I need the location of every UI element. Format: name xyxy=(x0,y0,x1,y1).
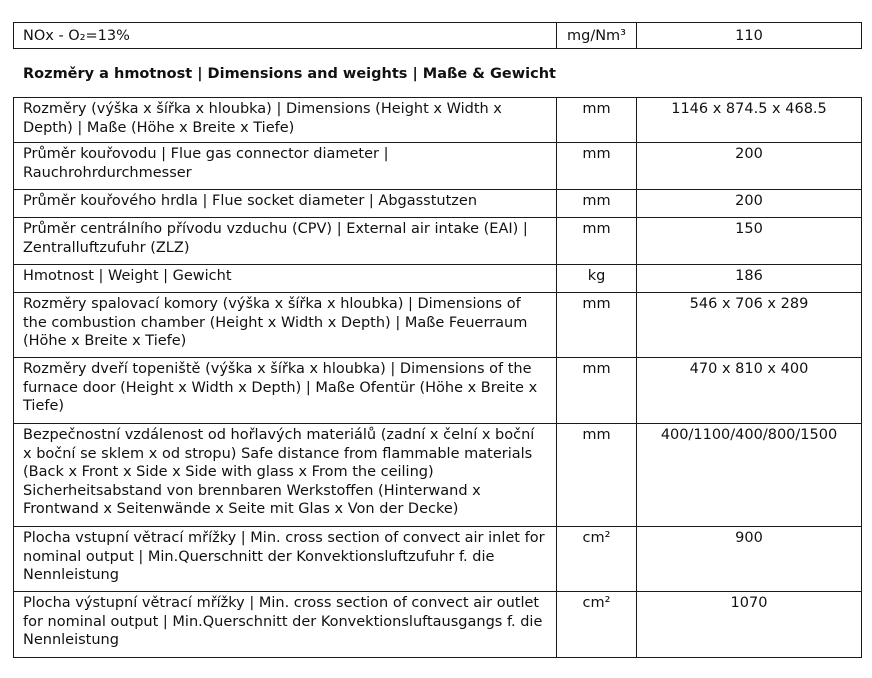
row-unit: cm² xyxy=(557,527,637,592)
table-row xyxy=(14,143,862,190)
row-value: 470 x 810 x 400 xyxy=(637,358,862,424)
row-label: Rozměry dveří topeniště (výška x šířka x hloubka) | Dimensions of the furnace door (Height x Width x Depth) | Maße Ofentür (Höhe x Breite x Tiefe) xyxy=(14,358,557,424)
table-row xyxy=(14,527,862,592)
row-value: 200 xyxy=(637,143,862,190)
row-label: Průměr kouřovodu | Flue gas connector diameter | Rauchrohrdurchmesser xyxy=(14,143,557,190)
row-unit: mm xyxy=(557,143,637,190)
table-row xyxy=(14,265,862,293)
row-value: 546 x 706 x 289 xyxy=(637,293,862,358)
row-label: NOx - O₂=13% xyxy=(14,23,557,49)
row-value: 186 xyxy=(637,265,862,293)
row-label: Průměr centrálního přívodu vzduchu (CPV) | External air intake (EAI) | Zentralluftzufuhr (ZLZ) xyxy=(14,218,557,265)
row-value: 150 xyxy=(637,218,862,265)
table-row xyxy=(14,218,862,265)
row-value: 400/1100/400/800/1500 xyxy=(637,424,862,527)
row-value: 110 xyxy=(637,23,862,49)
row-value: 1070 xyxy=(637,592,862,658)
row-unit: mm xyxy=(557,190,637,218)
table-row xyxy=(14,592,862,658)
section-heading-dimensions: Rozměry a hmotnost | Dimensions and weights | Maße & Gewicht xyxy=(23,66,556,82)
dimensions-table xyxy=(13,97,862,658)
row-label: Plocha vstupní větrací mřížky | Min. cross section of convect air inlet for nominal output | Min.Querschnitt der Konvektionsluftzufuhr f. die Nennleistung xyxy=(14,527,557,592)
row-unit: mm xyxy=(557,424,637,527)
row-unit: mg/Nm³ xyxy=(557,23,637,49)
row-unit: cm² xyxy=(557,592,637,658)
table-row xyxy=(14,98,862,143)
row-label: Průměr kouřového hrdla | Flue socket diameter | Abgasstutzen xyxy=(14,190,557,218)
row-label: Rozměry (výška x šířka x hloubka) | Dimensions (Height x Width x Depth) | Maße (Höhe x Breite x Tiefe) xyxy=(14,98,557,143)
row-value: 900 xyxy=(637,527,862,592)
row-label: Bezpečnostní vzdálenost od hořlavých materiálů (zadní x čelní x boční x boční se sklem x od stropu) Safe distance from flammable materials (Back x Front x Side x Side with glass x From the ceiling) Sicherheitsabstand von brennbaren Werkstoffen (Hinterwand x Frontwand x Seitenwände x Seite mit Glas x Von der Decke) xyxy=(14,424,557,527)
row-unit: mm xyxy=(557,98,637,143)
row-unit: mm xyxy=(557,218,637,265)
row-unit: mm xyxy=(557,358,637,424)
table-row xyxy=(14,358,862,424)
row-label: Hmotnost | Weight | Gewicht xyxy=(14,265,557,293)
table-row xyxy=(14,424,862,527)
table-row xyxy=(14,190,862,218)
row-unit: kg xyxy=(557,265,637,293)
row-label: Plocha výstupní větrací mřížky | Min. cross section of convect air outlet for nominal output | Min.Querschnitt der Konvektionsluftausgangs f. die Nennleistung xyxy=(14,592,557,658)
table-row xyxy=(14,293,862,358)
row-label: Rozměry spalovací komory (výška x šířka x hloubka) | Dimensions of the combustion chamber (Height x Width x Depth) | Maße Feuerraum (Höhe x Breite x Tiefe) xyxy=(14,293,557,358)
emissions-table xyxy=(13,22,862,49)
row-value: 1146 x 874.5 x 468.5 xyxy=(637,98,862,143)
row-unit: mm xyxy=(557,293,637,358)
table-row-nox xyxy=(14,23,862,49)
row-value: 200 xyxy=(637,190,862,218)
